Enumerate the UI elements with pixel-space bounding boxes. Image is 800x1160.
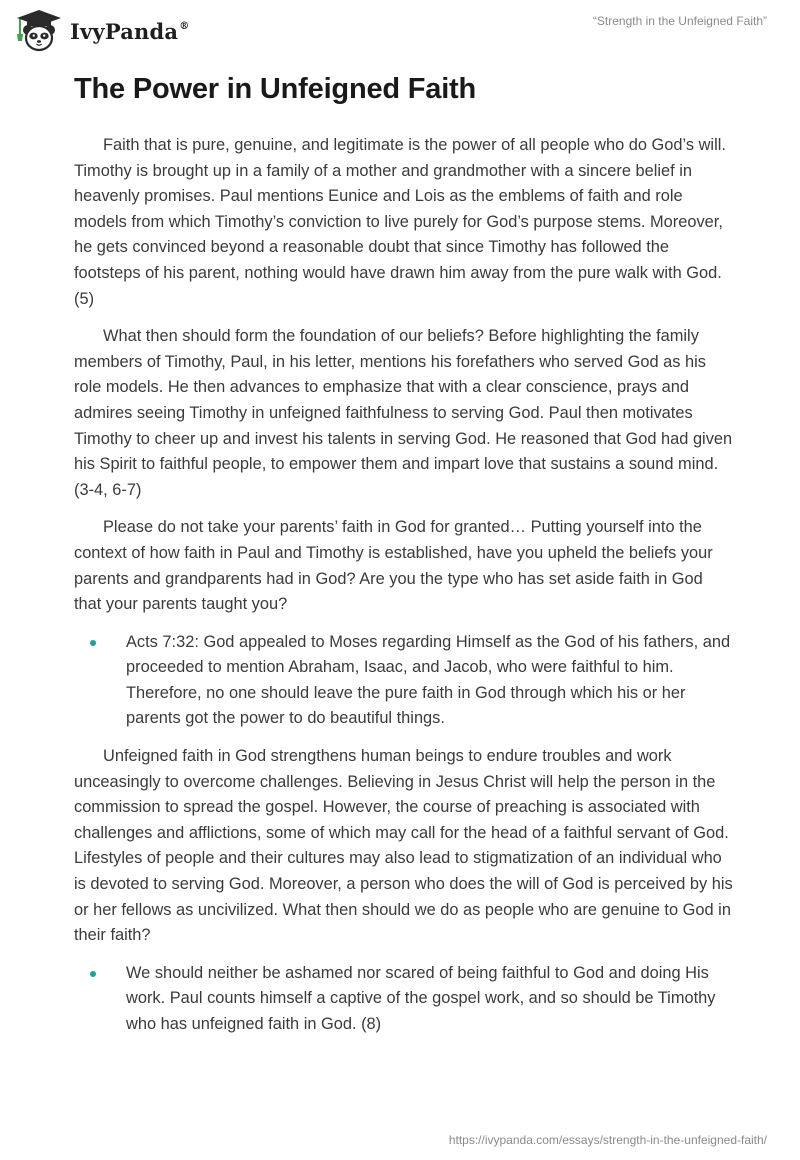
ivypanda-logo[interactable] (14, 8, 189, 52)
bullet-list (74, 630, 734, 732)
document-reference: “Strength in the Unfeigned Faith” (592, 14, 767, 28)
paragraph: Unfeigned faith in God strengthens human beings to endure troubles and work unceasingly to overcome challenges. Believing in Jesus Christ will help the person in the commission to spread the gospel. However, the course of preaching is associated with challenges and afflictions, some of which may call for the head of a faithful servant of God. Lifestyles of people and their cultures may also lead to stigmatization of an individual who is devoted to serving God. Moreover, a person who does the will of God is perceived by his or her fellows as uncivilized. What then should we do as people who are genuine to God in their faith? (74, 747, 733, 945)
essay-body (74, 133, 734, 1050)
page-title: The Power in Unfeigned Faith (74, 73, 477, 105)
paragraph: Please do not take your parents’ faith in God for granted… Putting yourself into the context of how faith in Paul and Timothy is established, have you upheld the beliefs your parents and grandparents had in God? Are you the type who has set aside faith in God that your parents taught you? (74, 518, 713, 614)
bullet-dot-icon (90, 640, 96, 646)
list-item (74, 961, 734, 1038)
paragraph: What then should form the foundation of our beliefs? Before highlighting the family members of Timothy, Paul, in his letter, mentions his forefathers who served God as his role models. He then advances to emphasize that with a clear conscience, prays and admires seeing Timothy in unfeigned faithfulness to serving God. Paul then motivates Timothy to cheer up and invest his talents in serving God. He reasoned that God had given his Spirit to faithful people, to empower them and impart love that sustains a sound mind. (3-4, 6-7) (74, 327, 733, 499)
panda-graduate-icon (14, 8, 64, 52)
logo-wordmark (70, 19, 189, 44)
bullet-list (74, 961, 734, 1038)
bullet-dot-icon (90, 971, 96, 977)
list-item-text: Acts 7:32: God appealed to Moses regarding Himself as the God of his fathers, and proceeded to mention Abraham, Isaac, and Jacob, who were faithful to him. Therefore, no one should leave the pure faith in God through which his or her parents got the power to do beautiful things. (126, 632, 731, 728)
paragraph: Faith that is pure, genuine, and legitimate is the power of all people who do God’s will. Timothy is brought up in a family of a mother and grandmother with a sincere belief in heavenly promises. Paul mentions Eunice and Lois as the emblems of faith and role models from which Timothy’s conviction to live purely for God’s purpose stems. Moreover, he gets convinced beyond a reasonable doubt that since Timothy has followed the footsteps of his parent, nothing would have drawn him away from the pure walk with God. (5) (74, 136, 726, 308)
logo-text: IvyPanda (70, 18, 179, 44)
list-item-text: We should neither be ashamed nor scared of being faithful to God and doing His work. Paul counts himself a captive of the gospel work, and so should be Timothy who has unfeigned faith in God. (8) (126, 963, 716, 1033)
list-item (74, 630, 734, 732)
registered-mark: ® (179, 20, 190, 32)
source-url[interactable]: https://ivypanda.com/essays/strength-in-the-unfeigned-faith/ (448, 1133, 767, 1147)
page-header (0, 0, 800, 60)
